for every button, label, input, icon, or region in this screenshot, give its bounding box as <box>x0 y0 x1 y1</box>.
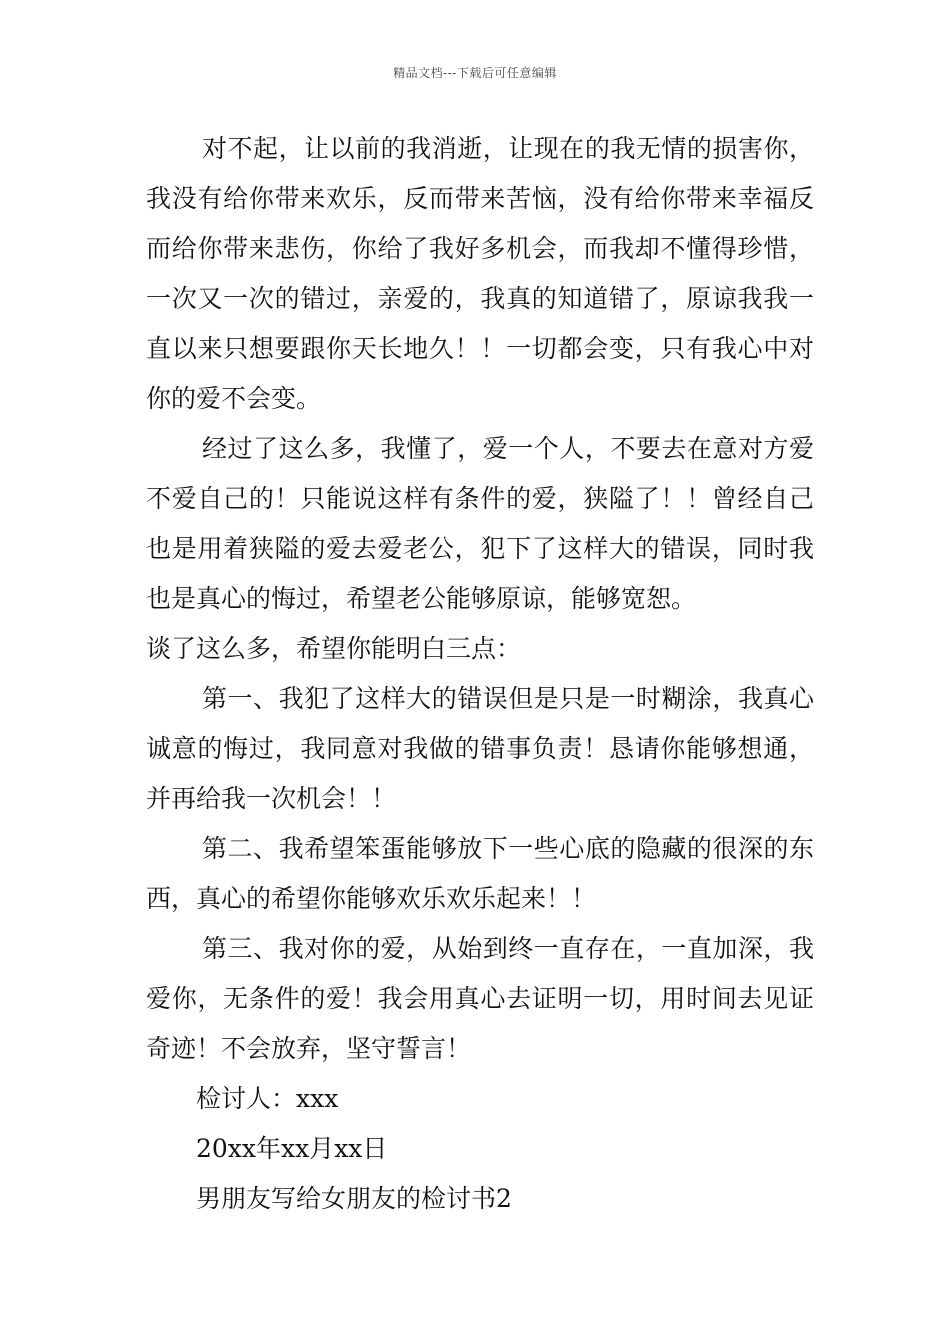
paragraph-reflection: 经过了这么多，我懂了，爱一个人，不要去在意对方爱不爱自己的！只能说这样有条件的爱，狭隘了！！曾经自己也是用着狭隘的爱去爱老公，犯下了这样大的错误，同时我也是真心的悔过，希望老公能够原谅，能够宽恕。 <box>146 434 814 613</box>
signature-reviewer: 检讨人：xxx <box>196 1084 339 1113</box>
paragraph-three-points-intro: 谈了这么多，希望你能明白三点： <box>146 634 522 663</box>
next-section-title: 男朋友写给女朋友的检讨书2 <box>196 1184 512 1213</box>
paragraph-point-three: 第三、我对你的爱，从始到终一直存在，一直加深，我爱你，无条件的爱！我会用真心去证明一切，用时间去见证奇迹！不会放弃，坚守誓言！ <box>146 934 814 1063</box>
paragraph-apology: 对不起，让以前的我消逝，让现在的我无情的损害你，我没有给你带来欢乐，反而带来苦恼，没有给你带来幸福反而给你带来悲伤，你给了我好多机会，而我却不懂得珍惜，一次又一次的错过，亲爱的，我真的知道错了，原谅我我一直以来只想要跟你天长地久！！一切都会变，只有我心中对你的爱不会变。 <box>146 134 814 413</box>
signature-date: 20xx年xx月xx日 <box>196 1134 388 1163</box>
document-body <box>146 124 814 1224</box>
paragraph-point-two: 第二、我希望笨蛋能够放下一些心底的隐藏的很深的东西，真心的希望你能够欢乐欢乐起来！！ <box>146 834 814 913</box>
page-header: 精品文档---下载后可任意编辑 <box>393 66 557 80</box>
paragraph-point-one: 第一、我犯了这样大的错误但是只是一时糊涂，我真心诚意的悔过，我同意对我做的错事负责！恳请你能够想通，并再给我一次机会！！ <box>146 684 814 813</box>
